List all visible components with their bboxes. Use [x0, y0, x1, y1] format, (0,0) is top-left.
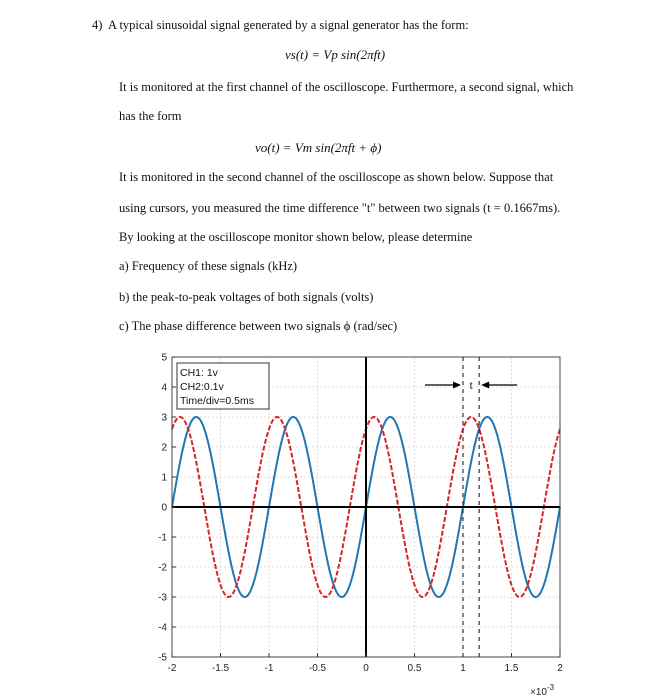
x-tick-label: 0: [363, 663, 369, 674]
y-tick-label: -1: [158, 532, 167, 544]
x-tick-label: -1: [264, 663, 274, 674]
y-tick-label: 0: [161, 502, 167, 514]
x-tick-label: -2: [167, 663, 177, 674]
question-c: c) The phase difference between two signals ϕ (rad/sec): [119, 319, 398, 333]
x-tick-label: 1: [460, 663, 466, 674]
y-tick-label: -2: [158, 562, 167, 574]
question-a: a) Frequency of these signals (kHz): [119, 259, 298, 273]
text-line-2: It is monitored at the first channel of the oscilloscope. Furthermore, a second signal, which: [119, 80, 574, 94]
x-tick-label: -0.5: [308, 663, 327, 674]
equation-vo: vo(t) = Vm sin(2πft + ϕ): [255, 140, 382, 155]
cursor-label: t: [469, 380, 473, 392]
text-line-5: using cursors, you measured the time difference "t" between two signals (t = 0.1667ms).: [119, 201, 561, 215]
intro-text: A typical sinusoidal signal generated by a signal generator has the form:: [107, 18, 469, 32]
x-tick-label: 0.5: [407, 663, 422, 674]
chart-legend: [177, 363, 269, 409]
problem-number: 4): [92, 18, 103, 32]
y-tick-label: 5: [161, 352, 167, 364]
y-tick-label: -3: [158, 592, 167, 604]
y-tick-label: 1: [161, 472, 167, 484]
y-tick-label: 2: [161, 442, 167, 454]
legend-entry: Time/div=0.5ms: [180, 395, 255, 407]
question-b: b) the peak-to-peak voltages of both signals (volts): [119, 290, 374, 304]
text-line-6: By looking at the oscilloscope monitor shown below, please determine: [119, 230, 473, 244]
text-line-3: has the form: [119, 109, 182, 123]
legend-entry: CH2:0.1v: [180, 381, 224, 393]
legend-entry: CH1: 1v: [180, 367, 218, 379]
y-tick-label: -5: [158, 652, 167, 664]
x-tick-label: -1.5: [211, 663, 230, 674]
y-tick-label: -4: [158, 622, 167, 634]
y-tick-label: 3: [161, 412, 167, 424]
y-tick-label: 4: [161, 382, 167, 394]
equation-vs: vs(t) = Vp sin(2πft): [285, 47, 386, 62]
x-tick-label: 1.5: [504, 663, 519, 674]
x-tick-label: 2: [557, 663, 563, 674]
x-scale-note: $\times 10^{-3}$: [530, 683, 555, 698]
text-line-4: It is monitored in the second channel of the oscilloscope as shown below. Suppose that: [119, 170, 554, 184]
